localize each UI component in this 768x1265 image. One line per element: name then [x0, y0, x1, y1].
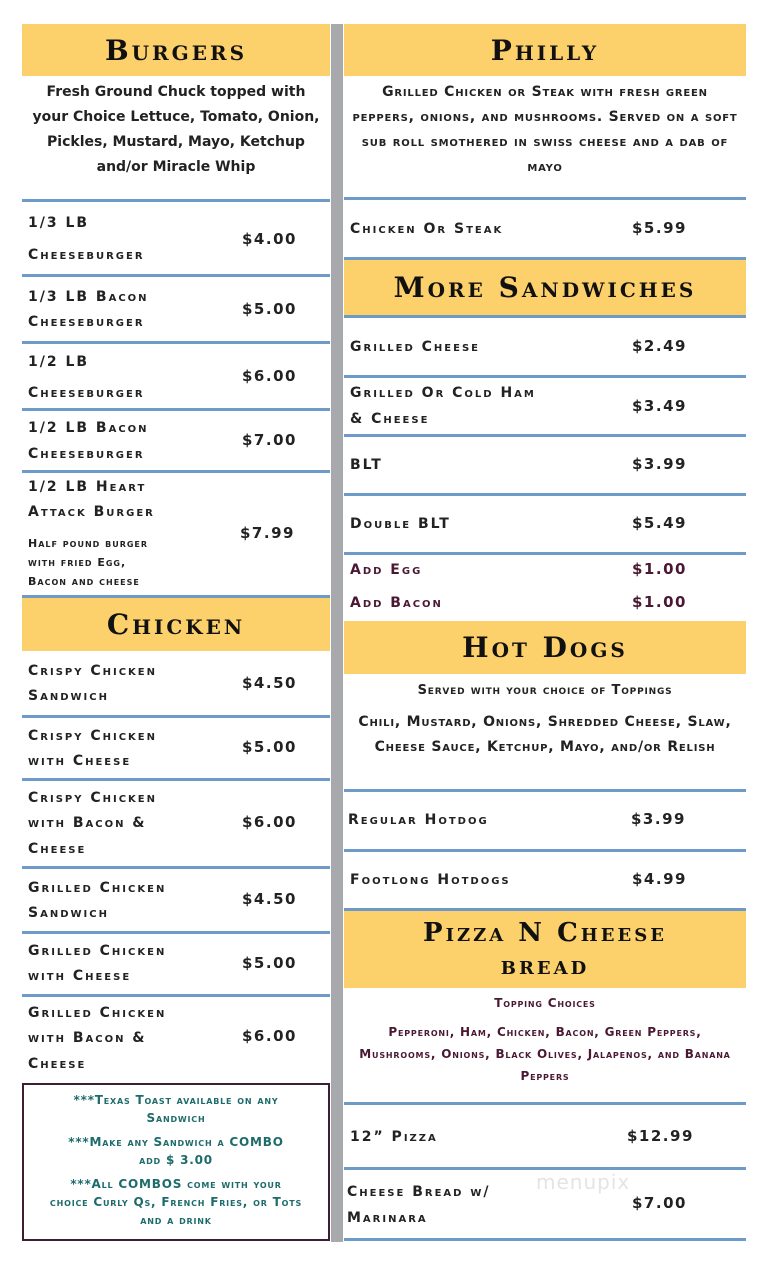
- item-name: Cheeseburger: [28, 247, 145, 263]
- left-column: [22, 0, 330, 1265]
- item-price: $6.00: [242, 367, 297, 385]
- item-name: with Bacon &: [28, 1030, 147, 1046]
- pizza-title: Pizza N Cheese bread: [423, 918, 667, 981]
- item-name: Cheeseburger: [28, 446, 145, 462]
- item-price: $7.00: [242, 431, 297, 449]
- item-price: $6.00: [242, 1027, 297, 1045]
- item-name: Sandwich: [28, 905, 109, 921]
- philly-title: Philly: [490, 33, 600, 67]
- item-name: Grilled Or Cold Ham: [350, 385, 536, 401]
- pizza-subtitle: Topping Choices: [494, 996, 596, 1010]
- item-name: Grilled Chicken: [28, 943, 167, 959]
- menu-item: [22, 277, 330, 341]
- item-name: Crispy Chicken: [28, 790, 157, 806]
- item-price: $7.00: [632, 1194, 687, 1212]
- menu-item: [344, 437, 746, 493]
- item-name: with Cheese: [28, 968, 132, 984]
- combo-note: ***All COMBOS come with your choice Curly Qs, French Fries, or Tots and a drink: [49, 1177, 303, 1227]
- philly-header: [344, 24, 746, 76]
- item-name: Crispy Chicken: [28, 663, 157, 679]
- menu-item: [22, 781, 330, 866]
- item-name: Cheeseburger: [28, 385, 145, 401]
- menu-item: [22, 653, 330, 715]
- item-name: 1/2 LB: [28, 354, 90, 370]
- menu-item: [344, 588, 746, 618]
- item-name: 1/2 LB Heart: [28, 479, 147, 495]
- menu-item: [22, 473, 330, 595]
- right-column: [344, 0, 746, 1265]
- menu-item: [344, 378, 746, 434]
- item-price: $6.00: [242, 813, 297, 831]
- item-name: with Cheese: [28, 753, 132, 769]
- item-name: with Bacon &: [28, 815, 147, 831]
- menu-item: [22, 997, 330, 1081]
- menu-item: [22, 202, 330, 274]
- hot-dogs-subtitle: Served with your choice of Toppings: [417, 683, 673, 698]
- item-name: Grilled Cheese: [350, 339, 481, 355]
- menu-item: [344, 1105, 746, 1167]
- item-name: 1/3 LB Bacon: [28, 289, 149, 305]
- combo-note: ***Make any Sandwich a COMBO add $ 3.00: [68, 1135, 284, 1167]
- item-name: BLT: [350, 457, 383, 473]
- item-price: $4.50: [242, 674, 297, 692]
- item-name: Grilled Chicken: [28, 880, 167, 896]
- item-price: $4.99: [632, 870, 687, 888]
- hot-dogs-header: [344, 621, 746, 674]
- item-name: Footlong Hotdogs: [350, 872, 511, 888]
- menu-item: [344, 496, 746, 552]
- burgers-header: [22, 24, 330, 76]
- item-price: $3.99: [632, 455, 687, 473]
- item-price: $7.99: [240, 524, 295, 542]
- item-name: Cheeseburger: [28, 314, 145, 330]
- item-name: Double BLT: [350, 516, 451, 532]
- menu-item: [344, 792, 746, 849]
- item-name: 1/2 LB Bacon: [28, 420, 149, 436]
- chicken-header: [22, 598, 330, 651]
- item-note: Half pound burger: [28, 537, 149, 550]
- hot-dogs-toppings: Chili, Mustard, Onions, Shredded Cheese, Slaw, Cheese Sauce, Ketchup, Mayo, and/or Relish: [358, 714, 732, 755]
- menu-item: [22, 869, 330, 931]
- menu-item: [22, 344, 330, 408]
- menu-item: [344, 555, 746, 585]
- pizza-header: [344, 911, 746, 988]
- item-name: Cheese: [28, 1056, 87, 1072]
- item-name: Cheese Bread w/: [347, 1184, 491, 1200]
- burgers-description: Fresh Ground Chuck topped with your Choice Lettuce, Tomato, Onion, Pickles, Mustard, Mayo, Ketchup and/or Miracle Whip: [32, 84, 320, 175]
- divider-rule: [344, 1238, 746, 1241]
- item-name: Attack Burger: [28, 504, 155, 520]
- item-name: & Cheese: [350, 411, 430, 427]
- item-price: $3.99: [631, 810, 686, 828]
- item-price: $5.99: [632, 219, 687, 237]
- item-name: Add Egg: [350, 562, 423, 578]
- item-price: $1.00: [632, 560, 687, 578]
- item-name: 12” Pizza: [350, 1129, 438, 1145]
- burgers-title: Burgers: [104, 33, 248, 67]
- item-price: $5.00: [242, 954, 297, 972]
- item-price: $5.00: [242, 738, 297, 756]
- menu-item: [22, 934, 330, 994]
- item-name: Cheese: [28, 841, 87, 857]
- column-divider: [331, 24, 343, 1242]
- menu-item: [344, 852, 746, 908]
- item-name: 1/3 LB: [28, 215, 90, 231]
- item-name: Marinara: [347, 1210, 428, 1226]
- item-price: $4.00: [242, 230, 297, 248]
- item-note: Bacon and cheese: [28, 575, 140, 588]
- menu-item: [344, 200, 746, 257]
- philly-description: Grilled Chicken or Steak with fresh green peppers, onions, and mushrooms. Served on a soft sub roll smothered in swiss cheese and a dab of mayo: [352, 84, 738, 175]
- item-name: Regular Hotdog: [348, 812, 489, 828]
- combo-note: ***Texas Toast available on any Sandwich: [73, 1093, 279, 1125]
- item-name: Sandwich: [28, 688, 109, 704]
- item-note: with fried Egg,: [28, 556, 127, 569]
- item-name: Chicken Or Steak: [350, 221, 504, 237]
- item-price: $3.49: [632, 397, 687, 415]
- item-price: $5.49: [632, 514, 687, 532]
- item-name: Grilled Chicken: [28, 1005, 167, 1021]
- item-price: $5.00: [242, 300, 297, 318]
- menu-item: [344, 318, 746, 375]
- chicken-title: Chicken: [106, 608, 246, 641]
- item-price: $12.99: [627, 1127, 694, 1145]
- item-price: $1.00: [632, 593, 687, 611]
- menu-item: [22, 411, 330, 470]
- item-name: Add Bacon: [350, 595, 443, 611]
- item-price: $2.49: [632, 337, 687, 355]
- pizza-toppings: Pepperoni, Ham, Chicken, Bacon, Green Peppers, Mushrooms, Onions, Black Olives, Jalapenos, and Banana Peppers: [359, 1025, 731, 1083]
- combo-notes-box: [22, 1083, 330, 1241]
- item-price: $4.50: [242, 890, 297, 908]
- more-sandwiches-title: More Sandwiches: [393, 271, 697, 304]
- item-name: Crispy Chicken: [28, 728, 157, 744]
- menu-item: [22, 718, 330, 778]
- more-sandwiches-header: [344, 260, 746, 315]
- watermark-logo: menupix: [536, 1170, 631, 1194]
- hot-dogs-title: Hot Dogs: [462, 631, 628, 664]
